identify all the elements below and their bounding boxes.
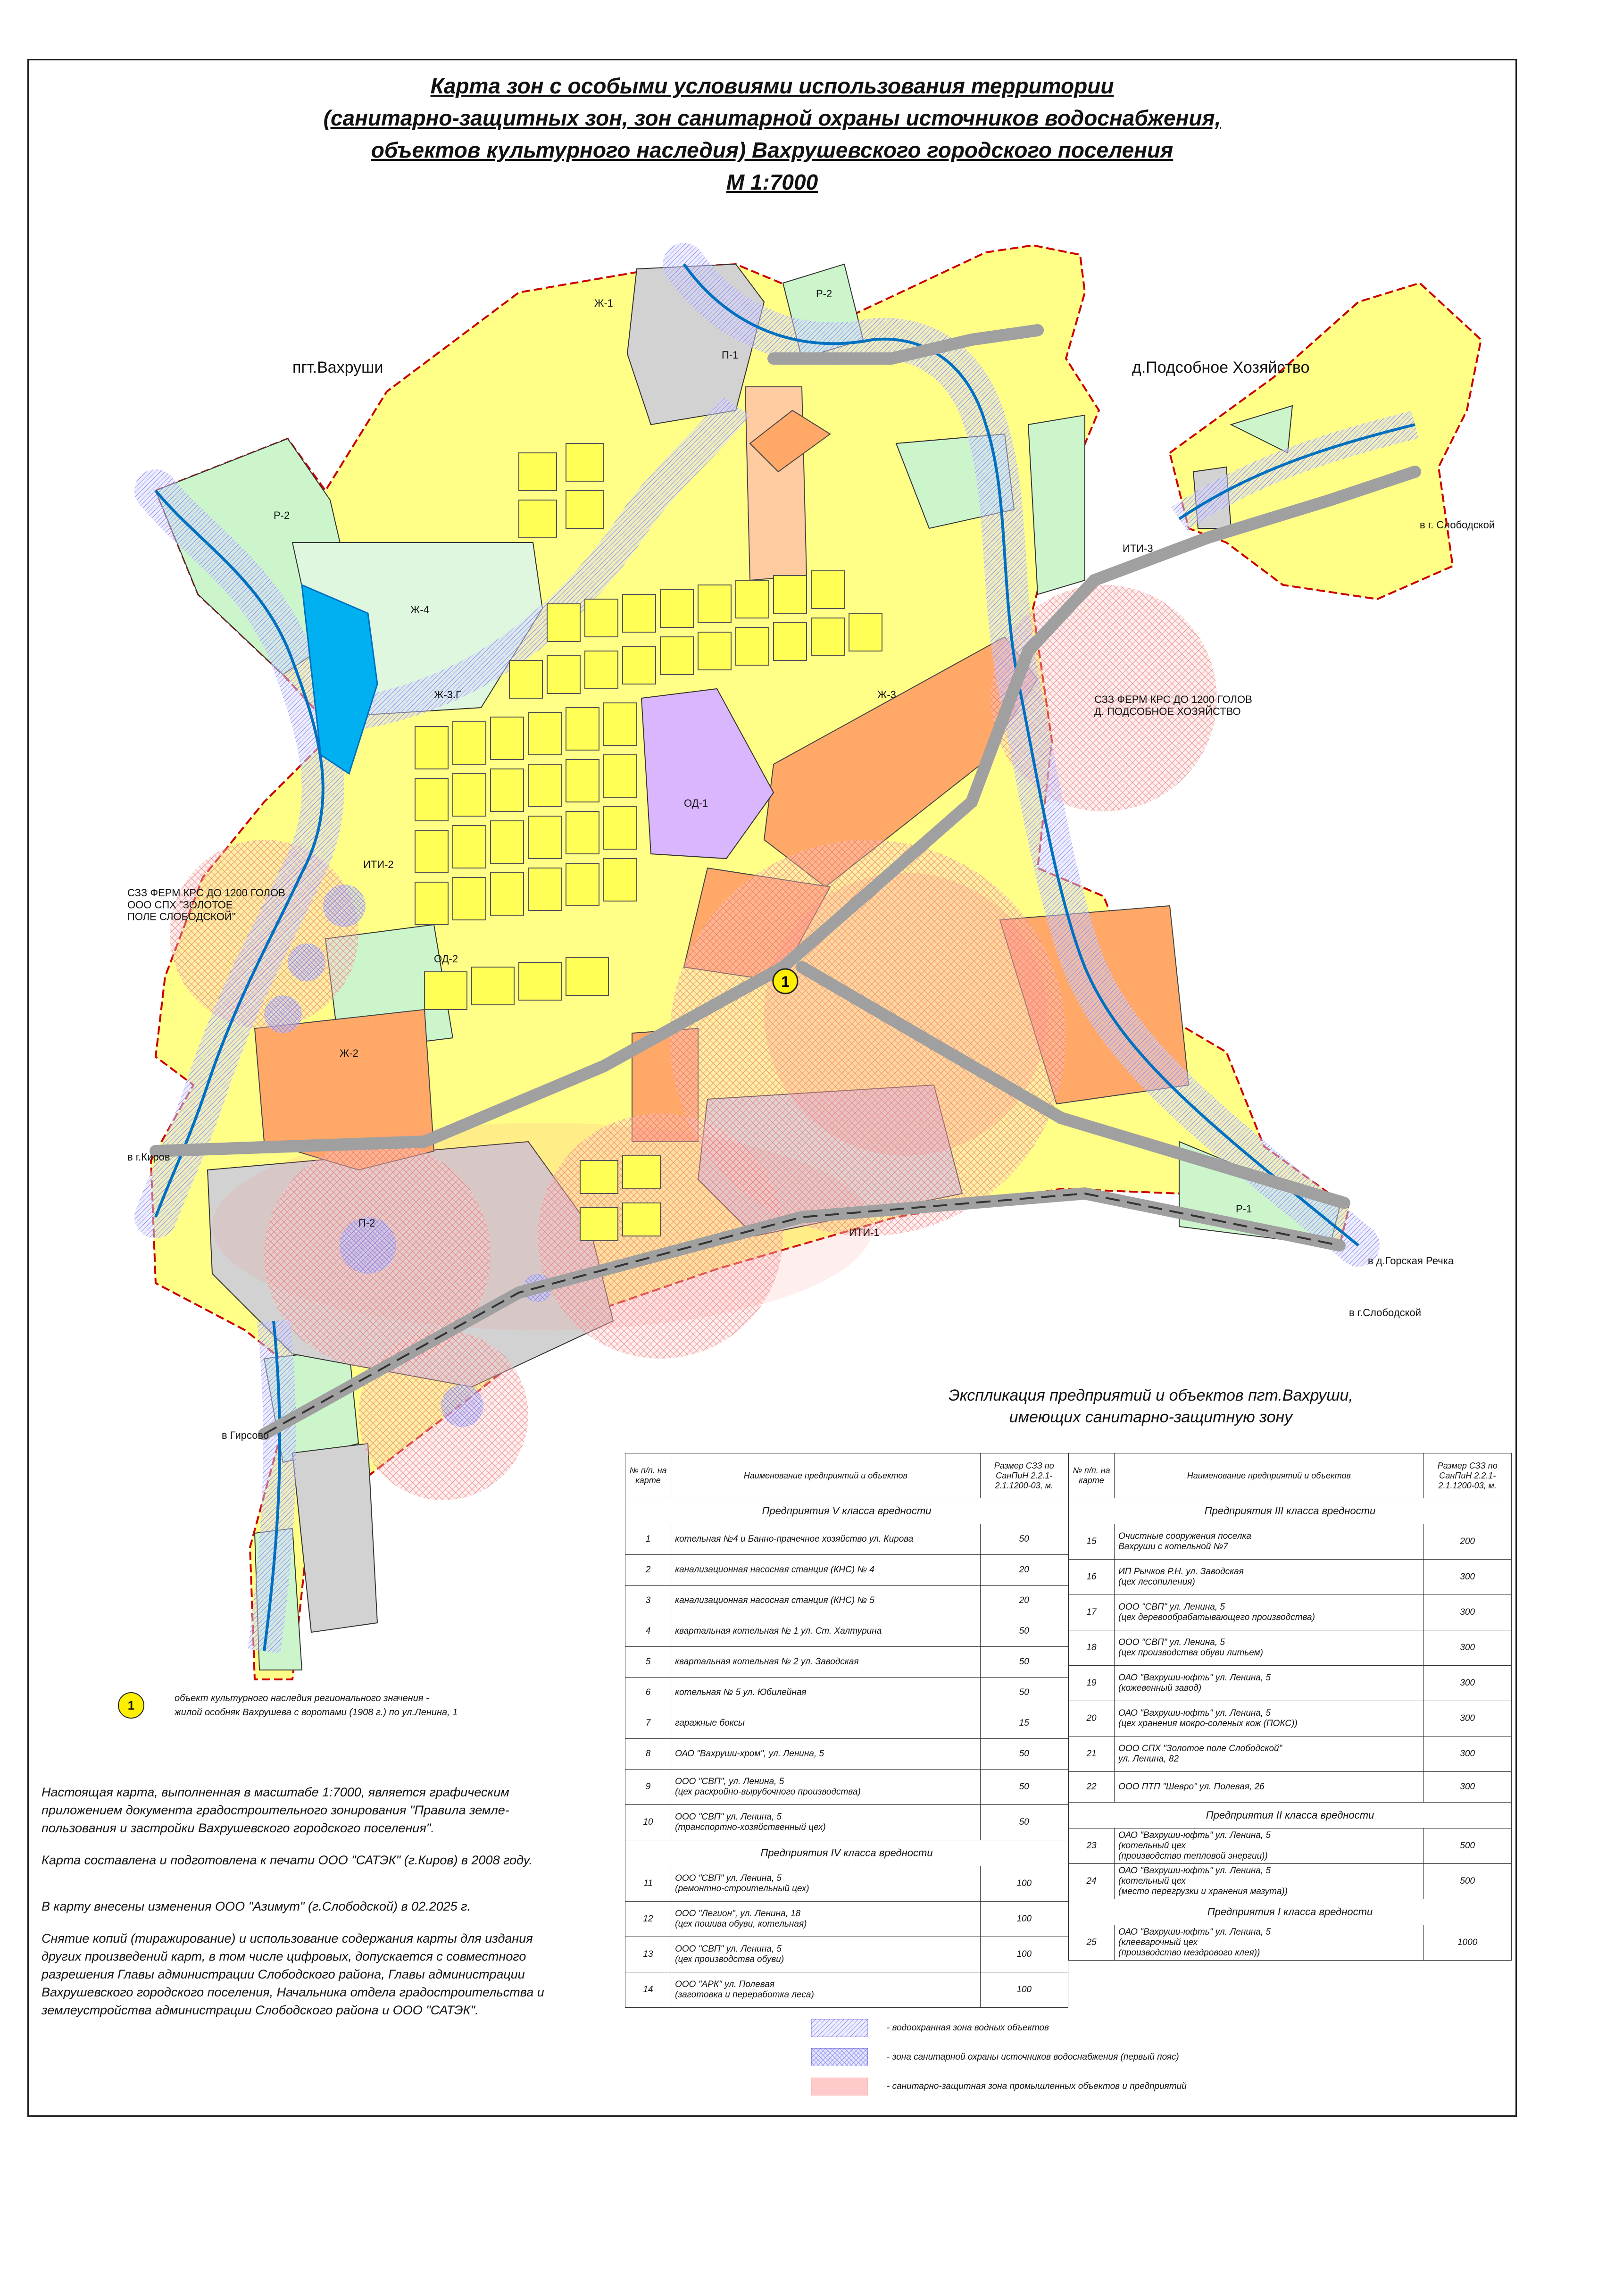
- legend-industrial-swatch: [811, 2078, 868, 2096]
- sz-size: 500: [1423, 1864, 1511, 1899]
- zone-label-iti3: ИТИ-3: [1123, 543, 1153, 554]
- enterprise-number: 6: [625, 1678, 671, 1708]
- enterprise-number: 20: [1069, 1701, 1115, 1737]
- label-to-gorskaya: в д.Горская Речка: [1368, 1255, 1454, 1267]
- header-name: Наименование предприятий и объектов: [671, 1453, 980, 1498]
- label-to-girsovo: в Гирсово: [222, 1429, 269, 1441]
- enterprise-name: канализационная насосная станция (КНС) № 5: [671, 1586, 980, 1616]
- table-row: [625, 1678, 1068, 1708]
- explication-table-right: [1068, 1453, 1512, 1961]
- zone-label-r1: Р-1: [1236, 1203, 1252, 1215]
- sz-size: 15: [980, 1708, 1068, 1739]
- enterprise-number: 18: [1069, 1630, 1115, 1666]
- table-row: [625, 1805, 1068, 1840]
- enterprise-name: ИП Рычков Р.Н. ул. Заводская (цех лесопиления): [1115, 1560, 1423, 1595]
- enterprise-name: ООО "Легион", ул. Ленина, 18 (цех пошива обуви, котельная): [671, 1902, 980, 1937]
- enterprise-number: 11: [625, 1866, 671, 1902]
- enterprise-name: ОАО "Вахруши-юфть" ул. Ленина, 5 (цех хранения мокро-соленых кож (ПОКС)): [1115, 1701, 1423, 1737]
- table-row: [625, 1739, 1068, 1770]
- header-size: Размер СЗЗ по СанПиН 2.2.1-2.1.1200-03, м.: [1423, 1453, 1511, 1498]
- note-2: Карта составлена и подготовлена к печати ООО "САТЭК" (г.Киров) в 2008 году.: [42, 1853, 533, 1867]
- table-row: [1069, 1701, 1512, 1737]
- legend-industrial-text: - санитарно-защитная зона промышленных объектов и предприятий: [887, 2081, 1187, 2091]
- table-row: [1069, 1630, 1512, 1666]
- sz-note-zolotoe: СЗЗ ФЕРМ КРС ДО 1200 ГОЛОВ ООО СПХ "ЗОЛОТОЕ ПОЛЕ СЛОБОДСКОЙ": [127, 887, 285, 923]
- enterprise-number: 25: [1069, 1925, 1115, 1961]
- sz-size: 50: [980, 1805, 1068, 1840]
- sz-size: 100: [980, 1972, 1068, 2008]
- enterprise-number: 13: [625, 1937, 671, 1972]
- sz-size: 300: [1423, 1701, 1511, 1737]
- label-podsobnoe: д.Подсобное Хозяйство: [1132, 359, 1310, 376]
- enterprise-name: квартальная котельная № 1 ул. Ст. Халтурина: [671, 1616, 980, 1647]
- table-row: [1069, 1864, 1512, 1899]
- hazard-class-title: Предприятия I класса вредности: [1069, 1899, 1512, 1925]
- title-scale: М 1:7000: [726, 170, 818, 194]
- enterprise-number: 24: [1069, 1864, 1115, 1899]
- monument-marker: [773, 969, 798, 994]
- monument-number: 1: [781, 973, 790, 990]
- note-3: В карту внесены изменения ООО "Азимут" (г.Слободской) в 02.2025 г.: [42, 1899, 471, 1913]
- header-num: № п/п. на карте: [1069, 1453, 1115, 1498]
- enterprise-number: 14: [625, 1972, 671, 2008]
- zone-label-iti2: ИТИ-2: [363, 859, 394, 870]
- label-to-slobodskoy-ne: в г. Слободской: [1420, 519, 1495, 531]
- sz-size: 50: [980, 1647, 1068, 1678]
- enterprise-name: ООО "СВП" ул. Ленина, 5 (цех производства обуви): [671, 1937, 980, 1972]
- sz-size: 50: [980, 1678, 1068, 1708]
- table-row: [625, 1902, 1068, 1937]
- zone-label-iti1: ИТИ-1: [849, 1227, 880, 1238]
- enterprise-number: 4: [625, 1616, 671, 1647]
- explication-title-line-1: Экспликация предприятий и объектов пгт.Вахруши,: [949, 1386, 1353, 1404]
- hazard-class-title: Предприятия V класса вредности: [625, 1498, 1068, 1524]
- sz-size: 100: [980, 1866, 1068, 1902]
- sz-size: 50: [980, 1616, 1068, 1647]
- zone-label-zh3g: Ж-3.Г: [434, 689, 461, 701]
- enterprise-name: ООО ПТП "Шевро" ул. Полевая, 26: [1115, 1772, 1423, 1803]
- legend-water-zone: [811, 2019, 1283, 2038]
- enterprise-number: 10: [625, 1805, 671, 1840]
- enterprise-name: котельная № 5 ул. Юбилейная: [671, 1678, 980, 1708]
- sz-size: 300: [1423, 1666, 1511, 1701]
- sz-size: 1000: [1423, 1925, 1511, 1961]
- enterprise-name: ООО "СВП", ул. Ленина, 5 (цех раскройно-вырубочного производства): [671, 1770, 980, 1805]
- enterprise-name: ООО СПХ "Золотое поле Слободской" ул. Ленина, 82: [1115, 1737, 1423, 1772]
- enterprise-number: 3: [625, 1586, 671, 1616]
- enterprise-name: ООО "СВП" ул. Ленина, 5 (цех производства обуви литьем): [1115, 1630, 1423, 1666]
- enterprise-name: Очистные сооружения поселка Вахруши с котельной №7: [1115, 1524, 1423, 1560]
- table-row: [1069, 1666, 1512, 1701]
- enterprise-name: ОАО "Вахруши-юфть" ул. Ленина, 5 (котельный цех (производство тепловой энергии)): [1115, 1828, 1423, 1864]
- class-header-row: [625, 1840, 1068, 1866]
- table-row: [625, 1586, 1068, 1616]
- table-row: [625, 1937, 1068, 1972]
- monument-legend-marker: 1: [118, 1692, 144, 1719]
- enterprise-name: ООО "СВП" ул. Ленина, 5 (ремонтно-строительный цех): [671, 1866, 980, 1902]
- label-to-kirov: в г.Киров: [127, 1151, 170, 1163]
- enterprise-number: 9: [625, 1770, 671, 1805]
- enterprise-number: 15: [1069, 1524, 1115, 1560]
- table-row: [1069, 1524, 1512, 1560]
- table-row: [1069, 1772, 1512, 1803]
- enterprise-number: 1: [625, 1524, 671, 1555]
- note-4: Снятие копий (тиражирование) и использование содержания карты для издания других произведений карт, в том числе цифровых, допускается с совместного разрешения Главы администрации Слободского района, Главы администрации Вахрушевского городского поселения, Начальника отдела градостроительства и землеустройства администрации Слободского района и ООО "САТЭК".: [42, 1931, 544, 2017]
- sz-size: 300: [1423, 1630, 1511, 1666]
- table-row: [625, 1555, 1068, 1586]
- label-to-slobodskoy-e: в г.Слободской: [1349, 1307, 1422, 1319]
- title-line-3: объектов культурного наследия) Вахрушевского городского поселения: [371, 138, 1174, 162]
- sz-size: 500: [1423, 1828, 1511, 1864]
- legend-water-text: - водоохранная зона водных объектов: [887, 2023, 1049, 2033]
- monument-legend-text: объект культурного наследия регионального значения - жилой особняк Вахрушева с воротами (1908 г.) по ул.Ленина, 1: [175, 1693, 458, 1718]
- table-row: [625, 1866, 1068, 1902]
- map-notes: [42, 1783, 560, 2033]
- class-header-row: [1069, 1803, 1512, 1828]
- enterprise-name: ООО "СВП" ул. Ленина, 5 (транспортно-хозяйственный цех): [671, 1805, 980, 1840]
- header-size: Размер СЗЗ по СанПиН 2.2.1-2.1.1200-03, м.: [980, 1453, 1068, 1498]
- sz-size: 300: [1423, 1737, 1511, 1772]
- sz-size: 300: [1423, 1772, 1511, 1803]
- enterprise-number: 16: [1069, 1560, 1115, 1595]
- table-row: [1069, 1828, 1512, 1864]
- header-name: Наименование предприятий и объектов: [1115, 1453, 1423, 1498]
- explication-title-line-2: имеющих санитарно-защитную зону: [1009, 1408, 1293, 1426]
- sz-note-podsobnoe: СЗЗ ФЕРМ КРС ДО 1200 ГОЛОВ Д. ПОДСОБНОЕ ХОЗЯЙСТВО: [1094, 693, 1252, 718]
- table-row: [625, 1770, 1068, 1805]
- explication-title: [849, 1385, 1453, 1428]
- zone-label-zh1: Ж-1: [594, 297, 613, 309]
- class-header-row: [1069, 1498, 1512, 1524]
- enterprise-number: 5: [625, 1647, 671, 1678]
- table-row: [625, 1708, 1068, 1739]
- zone-label-r2: Р-2: [816, 288, 832, 300]
- enterprise-name: котельная №4 и Банно-прачечное хозяйство ул. Кирова: [671, 1524, 980, 1555]
- enterprise-name: гаражные боксы: [671, 1708, 980, 1739]
- class-header-row: [1069, 1899, 1512, 1925]
- zone-label-p2: П-2: [358, 1217, 375, 1229]
- sz-size: 300: [1423, 1595, 1511, 1630]
- hazard-class-title: Предприятия II класса вредности: [1069, 1803, 1512, 1828]
- sz-size: 100: [980, 1902, 1068, 1937]
- enterprise-name: канализационная насосная станция (КНС) № 4: [671, 1555, 980, 1586]
- zone-label-od1: ОД-1: [684, 797, 708, 809]
- hazard-class-title: Предприятия IV класса вредности: [625, 1840, 1068, 1866]
- table-row: [1069, 1737, 1512, 1772]
- zone-label-zh2: Ж-2: [340, 1047, 358, 1059]
- zone-label-r2-west: Р-2: [274, 509, 290, 521]
- enterprise-number: 23: [1069, 1828, 1115, 1864]
- sz-size: 20: [980, 1555, 1068, 1586]
- table-row: [1069, 1560, 1512, 1595]
- legend-sanitary-zone: [811, 2048, 1283, 2067]
- zone-label-od2: ОД-2: [434, 953, 458, 965]
- enterprise-number: 12: [625, 1902, 671, 1937]
- explication-table-left: [625, 1453, 1068, 2008]
- note-1: Настоящая карта, выполненная в масштабе 1:7000, является графическим приложением документа градостроительного зонирования "Правила земле-пользования и застройки Вахрушевского городского поселения".: [42, 1785, 509, 1835]
- table-row: [625, 1972, 1068, 2008]
- enterprise-name: ОАО "Вахруши-юфть" ул. Ленина, 5 (котельный цех (место перегрузки и хранения мазута)): [1115, 1864, 1423, 1899]
- legend-water-swatch: [811, 2019, 868, 2037]
- sz-size: 50: [980, 1739, 1068, 1770]
- zone-label-zh3: Ж-3: [877, 689, 896, 701]
- header-num: № п/п. на карте: [625, 1453, 671, 1498]
- legend-industrial-zone: [811, 2078, 1283, 2096]
- zone-label-zh4: Ж-4: [410, 604, 429, 616]
- table-row: [1069, 1595, 1512, 1630]
- legend-sanitary-swatch: [811, 2048, 868, 2066]
- class-header-row: [625, 1498, 1068, 1524]
- legend-sanitary-text: - зона санитарной охраны источников водоснабжения (первый пояс): [887, 2052, 1179, 2062]
- enterprise-name: квартальная котельная № 2 ул. Заводская: [671, 1647, 980, 1678]
- table-row: [1069, 1925, 1512, 1961]
- hazard-class-title: Предприятия III класса вредности: [1069, 1498, 1512, 1524]
- table-row: [625, 1647, 1068, 1678]
- sz-size: 300: [1423, 1560, 1511, 1595]
- enterprise-name: ОАО "Вахруши-юфть" ул. Ленина, 5 (клееварочный цех (производство мездрового клея)): [1115, 1925, 1423, 1961]
- title-line-1: Карта зон с особыми условиями использования территории: [430, 74, 1114, 98]
- table-row: [625, 1524, 1068, 1555]
- enterprise-name: ООО "АРК" ул. Полевая (заготовка и переработка леса): [671, 1972, 980, 2008]
- enterprise-name: ОАО "Вахруши-хром", ул. Ленина, 5: [671, 1739, 980, 1770]
- zone-label-p1: П-1: [722, 349, 739, 361]
- enterprise-name: ООО "СВП" ул. Ленина, 5 (цех деревообрабатывающего производства): [1115, 1595, 1423, 1630]
- table-row: [625, 1616, 1068, 1647]
- sz-size: 100: [980, 1937, 1068, 1972]
- label-vakhrushi: пгт.Вахруши: [292, 359, 383, 376]
- enterprise-number: 7: [625, 1708, 671, 1739]
- enterprise-number: 8: [625, 1739, 671, 1770]
- sz-size: 50: [980, 1524, 1068, 1555]
- sz-size: 200: [1423, 1524, 1511, 1560]
- enterprise-number: 2: [625, 1555, 671, 1586]
- enterprise-name: ОАО "Вахруши-юфть" ул. Ленина, 5 (кожевенный завод): [1115, 1666, 1423, 1701]
- enterprise-number: 22: [1069, 1772, 1115, 1803]
- sz-size: 20: [980, 1586, 1068, 1616]
- enterprise-number: 17: [1069, 1595, 1115, 1630]
- title-line-2: (санитарно-защитных зон, зон санитарной охраны источников водоснабжения,: [323, 106, 1221, 130]
- enterprise-number: 19: [1069, 1666, 1115, 1701]
- sz-size: 50: [980, 1770, 1068, 1805]
- enterprise-number: 21: [1069, 1737, 1115, 1772]
